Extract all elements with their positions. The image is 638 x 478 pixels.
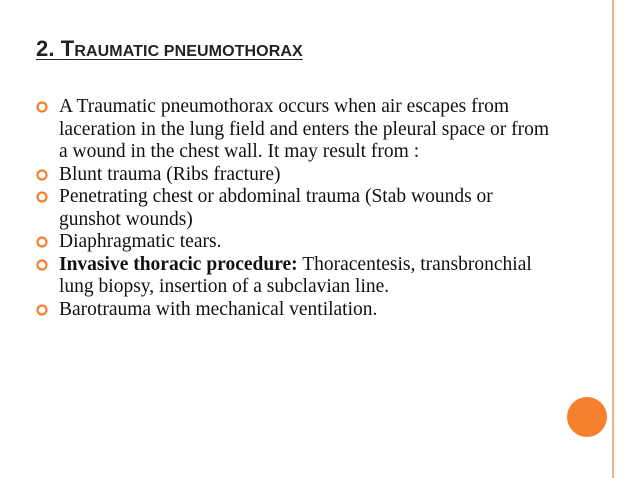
bullet-icon [36, 169, 48, 181]
list-item [36, 254, 556, 299]
right-divider-line [612, 0, 614, 478]
title-number: 2. [36, 36, 61, 61]
orange-circle-decoration [567, 397, 607, 437]
bullet-list [36, 96, 556, 321]
list-item [36, 96, 556, 164]
title-word-2: PNEUMOTHORAX [163, 43, 303, 60]
bullet-text: Thoracentesis, transbronchial lung biopsy, insertion of a subclavian line. [59, 253, 532, 297]
bullet-icon [36, 304, 48, 316]
bullet-text: Penetrating chest or abdominal trauma (Stab wounds or gunshot wounds) [59, 186, 493, 230]
title-word-1: RAUMATIC [74, 43, 160, 60]
slide-title [36, 36, 303, 62]
bullet-text: Blunt trauma (Ribs fracture) [59, 163, 281, 185]
bullet-text: Barotrauma with mechanical ventilation. [59, 298, 378, 320]
bullet-icon [36, 236, 48, 248]
list-item [36, 231, 556, 254]
title-first-letter: T [60, 36, 75, 61]
bullet-icon [36, 101, 48, 113]
list-item [36, 164, 556, 187]
bullet-bold-lead: Invasive thoracic procedure: [59, 253, 298, 275]
bullet-icon [36, 191, 48, 203]
bullet-text: Diaphragmatic tears. [59, 231, 222, 252]
bullet-icon [36, 259, 48, 271]
bullet-text: A Traumatic pneumothorax occurs when air escapes from laceration in the lung field and enters the pleural space or from a wound in the chest wall. It may result from : [59, 96, 550, 162]
list-item [36, 186, 556, 231]
list-item [36, 299, 556, 322]
